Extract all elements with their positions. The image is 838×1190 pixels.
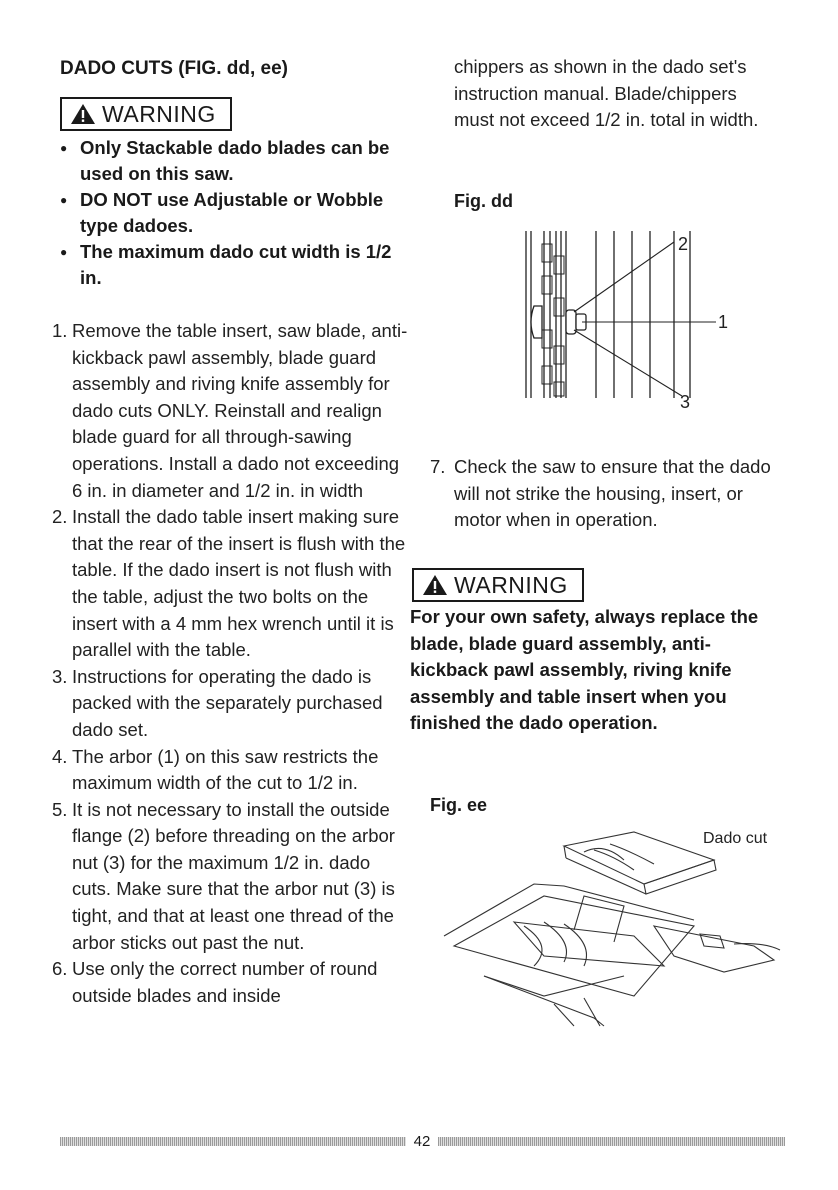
step-text: Check the saw to ensure that the dado will not strike the housing, insert, or motor when in operation. — [454, 456, 771, 531]
fig-dd-illustration — [516, 226, 756, 426]
step-item — [52, 664, 408, 744]
step-text: Remove the table insert, saw blade, anti-kickback pawl assembly, blade guard assembly and riving knife assembly for dado cuts ONLY. Reinstall and realign blade guard for all through-sawing operations. Install a dado not exceeding 6 in. in diameter and 1/2 in. in width — [72, 320, 408, 501]
warning-bullet: ● Only Stackable dado blades can be used on this saw. — [60, 135, 412, 187]
continuation-text: chippers as shown in the dado set's instruction manual. Blade/chippers must not exceed 1/2 in. total in width. — [454, 56, 759, 131]
warning-bullet: ● DO NOT use Adjustable or Wobble type dadoes. — [60, 187, 412, 239]
step-7 — [430, 454, 780, 534]
section-heading: DADO CUTS (FIG. dd, ee) — [60, 58, 288, 79]
step-text: Install the dado table insert making sure that the rear of the insert is flush with the table. If the dado insert is not flush with the table, adjust the two bolts on the insert with a 4 mm hex wrench until it is parallel with the table. — [72, 506, 406, 661]
step-text: Instructions for operating the dado is packed with the separately purchased dado set. — [72, 665, 383, 740]
step-number: 6. — [52, 958, 68, 980]
fig-ee-illustration — [424, 826, 784, 1036]
warning-label: WARNING — [102, 100, 216, 127]
fig-dd-label: Fig. dd — [454, 191, 513, 211]
footer-rule-right — [438, 1137, 785, 1146]
step-text: Use only the correct number of round outside blades and inside — [72, 958, 378, 1006]
footer-rule-left — [60, 1137, 406, 1146]
step-number: 2. — [52, 506, 68, 528]
steps-list — [52, 318, 408, 1009]
step-number: 3. — [52, 665, 68, 687]
fig-dd-callout-2: 2 — [678, 234, 689, 254]
warning-box-1 — [60, 97, 232, 131]
warning-bullet: ● The maximum dado cut width is 1/2 in. — [60, 239, 412, 291]
warning-triangle-icon — [70, 103, 96, 125]
step-item — [52, 797, 408, 957]
step-text: The arbor (1) on this saw restricts the maximum width of the cut to 1/2 in. — [72, 745, 379, 794]
warning-triangle-icon — [422, 574, 448, 596]
page-footer — [60, 1133, 785, 1151]
fig-dd-callout-3: 3 — [680, 392, 691, 412]
page-number: 42 — [413, 1133, 431, 1150]
step-item — [52, 956, 408, 1009]
step-number: 7. — [430, 456, 446, 477]
step-number: 1. — [52, 320, 68, 341]
step-item — [52, 744, 408, 797]
warning-text: For your own safety, always replace the blade, blade guard assembly, anti-kickback pawl assembly, riving knife assembly and table insert when you finished the dado operation. — [410, 606, 759, 734]
warning-box-2 — [412, 568, 584, 602]
fig-ee-label: Fig. ee — [430, 795, 488, 815]
step-number: 4. — [52, 745, 68, 767]
step-number: 5. — [52, 798, 68, 820]
fig-dd-callout-1: 1 — [718, 312, 729, 332]
warning-label: WARNING — [454, 571, 568, 598]
fig-ee-caption: Dado cut — [703, 830, 768, 847]
step-text: It is not necessary to install the outside flange (2) before threading on the arbor nut (3) for the maximum 1/2 in. dado cuts. Make sure that the arbor nut (3) is tight, and that at least one thread of the arbor sticks out past the nut. — [72, 798, 395, 953]
warning-bullet-list — [60, 135, 412, 291]
step-item — [52, 318, 408, 504]
step-item — [52, 504, 408, 664]
